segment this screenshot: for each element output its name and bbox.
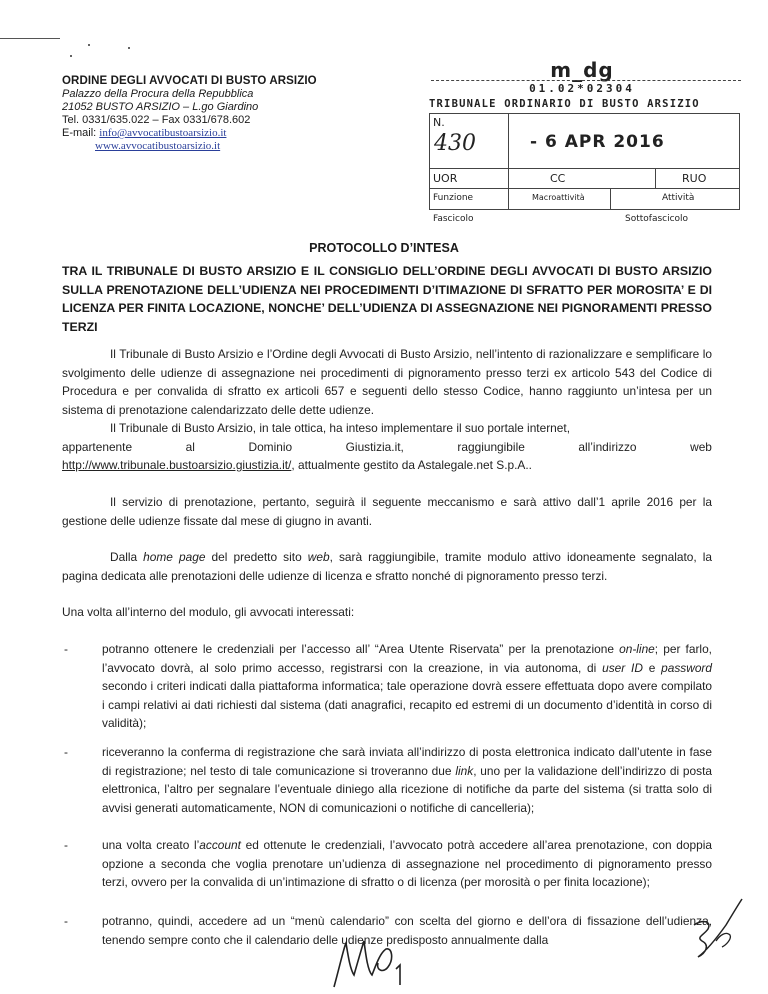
list-dash: - [64,745,68,759]
text-run: una volta creato l’ [102,838,200,852]
text-run-italic: account [199,838,241,852]
stamp-date: - 6 APR 2016 [530,132,665,152]
text-run-italic: password [661,660,712,675]
paragraph-homepage [62,548,712,585]
portal-line1: Il Tribunale di Busto Arsizio, in tale ottica, ha inteso implementare il suo portale internet, [110,421,571,435]
stamp-attivita: Attività [662,193,695,203]
text-run: secondo i criteri indicati dalla piattaforma informatica; tale operazione dovrà essere effettuata dopo avere compilato i campi relativi ai dati richiesti dal sistema (dati anagrafici, recapito ed estremi di un documento d’identità in corso di validità); [102,679,712,730]
stamp-uor: UOR [433,172,458,185]
email-label: E-mail: [62,127,97,139]
stamp-funzione: Funzione [433,193,474,203]
text-run: del predetto sito [205,550,308,564]
stamp-n-label: N. [433,116,445,129]
stamp-cc: CC [550,172,566,185]
org-phone: Tel. 0331/635.022 – Fax 0331/678.602 [62,114,251,126]
list-dash: - [64,914,68,928]
text-run: ; per farlo, l’avvocato dovrà, al solo primo accesso, registrarsi con la creazione, in via autonoma, di [102,642,712,675]
grid-line [610,188,611,209]
text-run: , sarà raggiungibile, tramite modulo attivo idoneamente segnalato, la pagina dedicata alle prenotazioni delle udienze di licenza e sfratto nonché di pignoramento presso terzi. [62,550,713,583]
text-run: e [642,660,662,675]
text-run-italic: web [307,550,330,564]
stamp-divider [431,80,741,81]
text-run-italic: link [455,763,474,778]
portal-word: appartenente [62,439,133,454]
text-run-italic: home page [143,550,206,564]
text-run: , uno per la validazione dell’indirizzo di posta elettronica, l’altro per segnalare l’eventuale diniego alla ricezione di notifiche da parte del sistema (si tratta solo di avvisi generati automaticamente, NON di comunicazioni o notifiche di cancelleria); [102,763,712,815]
portal-word: web [690,439,712,454]
portal-word: raggiungibile [457,439,525,454]
paragraph-module: Una volta all’interno del modulo, gli avvocati interessati: [62,605,355,619]
website-link[interactable]: www.avvocatibustoarsizio.it [95,140,221,152]
paragraph-intro: Il Tribunale di Busto Arsizio e l’Ordine degli Avvocati di Busto Arsizio, nell’intento di razionalizzare e semplificare lo svolgimento delle udienze di assegnazione nei procedimenti di pignoramento presso terzi ex articolo 543 del Codice di Procedura e per convalida di sfratto ex articoli 657 e seguenti dello stesso Codice, hanno raggiunto un’intesa per un sistema di prenotazione calendarizzato delle dette udienze. [62,347,712,417]
grid-line [430,188,740,189]
paragraph-portal [62,419,712,475]
list-dash: - [64,838,68,852]
handwritten-signature [686,895,746,977]
scan-speck [128,47,130,49]
text-run-italic: user ID [602,660,643,675]
list-item-text [102,743,712,817]
org-address-line2: 21052 BUSTO ARSIZIO – L.go Giardino [62,101,259,113]
scan-speck [88,44,90,46]
stamp-number: 01.02*02304 [529,82,635,95]
grid-line [508,114,509,168]
portal-line2 [62,438,712,457]
grid-line [739,114,740,209]
stamp-sottofascicolo: Sottofascicolo [625,214,689,224]
email-link[interactable]: info@avvocatibustoarsizio.it [99,127,227,139]
stamp-office: TRIBUNALE ORDINARIO DI BUSTO ARSIZIO [429,98,700,110]
list-item-text [102,640,712,733]
tribunal-portal-link[interactable]: http://www.tribunale.bustoarsizio.giustizia.it/ [62,458,292,472]
stamp-protocol-number: 430 [434,131,476,156]
stamp-ruo: RUO [682,172,707,185]
handwritten-initials [330,935,410,993]
stamp-macroattivita: Macroattività [532,193,585,202]
portal-word: Dominio [248,439,293,454]
list-item-text [102,836,712,892]
text-run-italic: on-line [619,642,655,656]
grid-line [655,168,656,188]
scan-speck [70,55,72,57]
portal-tail: , attualmente gestito da Astalegale.net S.p.A.. [291,458,532,472]
text-run: Dalla [110,550,144,564]
document-title: PROTOCOLLO D’INTESA [309,241,459,255]
list-dash: - [64,642,68,656]
text-run: riceveranno la conferma di registrazione che sarà inviata all’indirizzo di posta elettronica indicato dall’utente in fase di registrazione; nel testo di tale comunicazione si troveranno due [102,745,712,778]
org-name: ORDINE DEGLI AVVOCATI DI BUSTO ARSIZIO [62,75,317,87]
grid-line [430,168,740,169]
stamp-code: m_dg [550,58,614,82]
portal-word: al [185,439,195,454]
letterhead [62,75,317,153]
grid-line [508,168,509,209]
list-item-text: potranno, quindi, accedere ad un “menù calendario” con scelta del giorno e dell’ora di fissazione dell’udienza, tenendo sempre conto che il calendario delle udienze predisposto annualmente dalla [102,914,712,947]
stamp-fascicolo: Fascicolo [433,214,474,224]
protocol-stamp [423,58,741,224]
org-address-line1: Palazzo della Procura della Repubblica [62,88,254,100]
paragraph-service: Il servizio di prenotazione, pertanto, seguirà il seguente meccanismo e sarà attivo dall’1 aprile 2016 per la gestione delle udienze fissate dal mese di giugno in avanti. [62,495,712,528]
text-run: ed ottenute le credenziali, l’avvocato potrà accedere all’area prenotazione, con doppia opzione a seconda che voglia prenotare un’udienza di assegnazione nel procedimento di pignoramento presso terzi, ovvero per la convalida di un’intimazione di sfratto o di licenza (per morosità o per finita locazione); [102,838,712,889]
portal-word: Giustizia.it, [345,439,404,454]
portal-line3 [62,456,712,475]
stamp-grid [429,113,740,224]
text-run: potranno ottenere le credenziali per l’accesso all’ “Area Utente Riservata” per la prenotazione [102,642,620,656]
portal-word: all’indirizzo [578,439,637,454]
grid-line [430,209,740,210]
scan-artifact-line [0,38,60,39]
document-subject: TRA IL TRIBUNALE DI BUSTO ARSIZIO E IL CONSIGLIO DELL’ORDINE DEGLI AVVOCATI DI BUSTO ARSIZIO SULLA PRENOTAZIONE DELL’UDIENZA NEI PROCEDIMENTI D’ITIMAZIONE DI SFRATTO PER MOROSITA’ E DI LICENZA PER FINITA LOCAZIONE, NONCHE’ DELL’UDIENZA DI ASSEGNAZIONE NEI PIGNORAMENTI PRESSO TERZI [62,264,712,334]
